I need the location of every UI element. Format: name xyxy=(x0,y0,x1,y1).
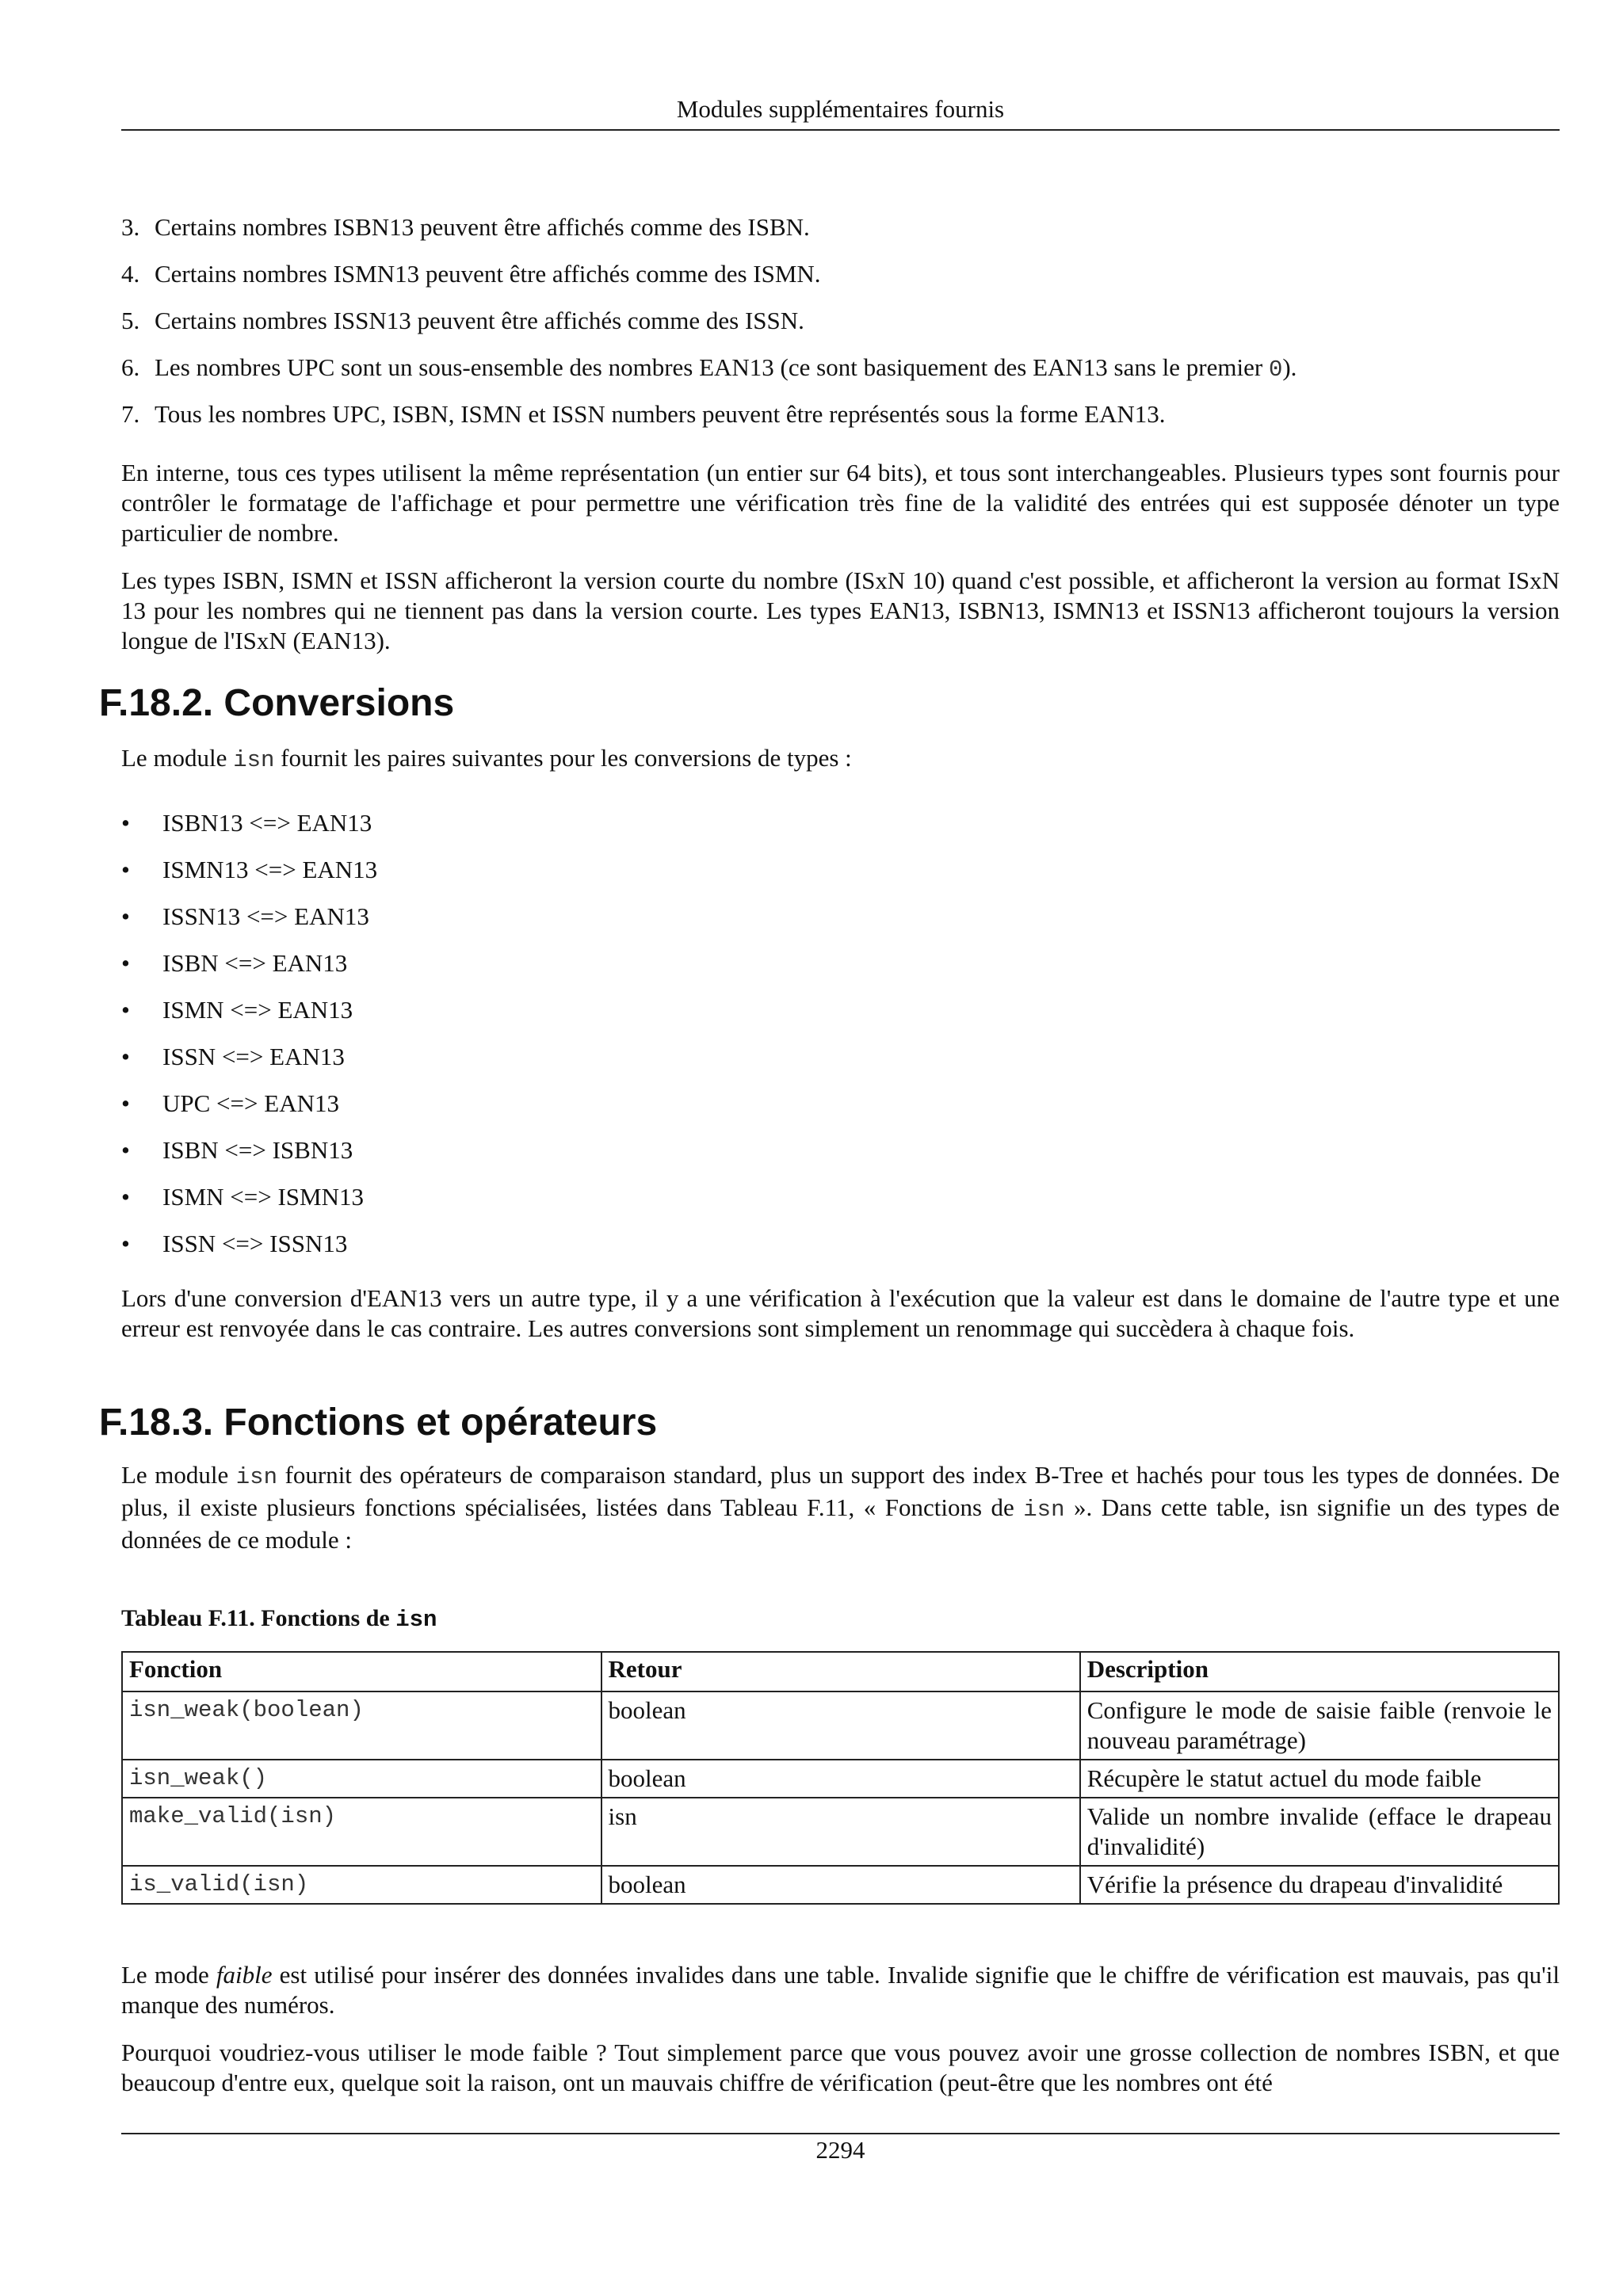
list-item: • UPC <=> EAN13 xyxy=(121,1089,339,1117)
numbered-list xyxy=(121,212,1560,446)
list-number: 3. xyxy=(121,213,140,241)
list-item: • ISBN <=> EAN13 xyxy=(121,949,348,977)
page-number: 2294 xyxy=(815,2136,865,2164)
column-header: Description xyxy=(1080,1652,1559,1691)
list-item-text: Certains nombres ISBN13 peuvent être affichés comme des ISBN. xyxy=(155,213,810,241)
list-item xyxy=(121,306,1560,353)
function-cell: isn_weak() xyxy=(122,1760,601,1798)
paragraph-types: Les types ISBN, ISMN et ISSN afficheront la version courte du nombre (ISxN 10) quand c'est possible, et afficheront la version au format ISxN 13 pour les nombres qui ne tiennent pas dans la version courte. Les types EAN13, ISBN13, ISMN13 et ISSN13 afficheront toujours la version longue de l'ISxN (EAN13). xyxy=(121,566,1560,654)
list-item xyxy=(121,259,1560,306)
bullet-icon: • xyxy=(121,1043,130,1070)
list-item: • ISSN <=> EAN13 xyxy=(121,1043,345,1070)
conversion-list xyxy=(121,808,377,1276)
list-item: • ISSN13 <=> EAN13 xyxy=(121,902,369,930)
table-caption: Tableau F.11. Fonctions de isn xyxy=(121,1605,437,1633)
paragraph-weak-mode: Le mode faible est utilisé pour insérer des données invalides dans une table. Invalide signifie que le chiffre de vérification est mauvais, pas qu'il manque des numéros. xyxy=(121,1961,1560,2019)
list-item xyxy=(121,353,1560,399)
list-number: 5. xyxy=(121,307,140,334)
list-item-text: Les nombres UPC sont un sous-ensemble des nombres EAN13 (ce sont basiquement des EAN13 sans le premier xyxy=(155,353,1269,381)
bullet-icon: • xyxy=(121,856,130,883)
inline-code: isn xyxy=(395,1607,437,1633)
list-item: • ISBN13 <=> EAN13 xyxy=(121,809,372,837)
inline-code: isn xyxy=(1023,1497,1065,1523)
list-number: 7. xyxy=(121,400,140,428)
return-cell: boolean xyxy=(601,1866,1080,1904)
list-item-text: Certains nombres ISSN13 peuvent être affichés comme des ISSN. xyxy=(155,307,804,334)
list-item-text: ). xyxy=(1282,353,1297,381)
list-number: 4. xyxy=(121,260,140,288)
bullet-icon: • xyxy=(121,1230,130,1257)
list-number: 6. xyxy=(121,353,140,381)
functions-table xyxy=(121,1651,1560,1905)
list-item: • ISMN13 <=> EAN13 xyxy=(121,856,378,883)
return-cell: boolean xyxy=(601,1760,1080,1798)
list-item-text: Certains nombres ISMN13 peuvent être affichés comme des ISMN. xyxy=(155,260,821,288)
description-cell: Vérifie la présence du drapeau d'invalidité xyxy=(1080,1866,1559,1904)
description-cell: Récupère le statut actuel du mode faible xyxy=(1080,1760,1559,1798)
bullet-icon: • xyxy=(121,809,130,837)
function-cell: make_valid(isn) xyxy=(122,1798,601,1866)
paragraph-conversions-outro: Lors d'une conversion d'EAN13 vers un autre type, il y a une vérification à l'exécution que la valeur est dans le domaine de l'autre type et une erreur est renvoyée dans le cas contraire. Les autres conversions sont simplement un renommage qui succèdera à chaque fois. xyxy=(121,1284,1560,1342)
return-cell: boolean xyxy=(601,1691,1080,1760)
list-item: • ISMN <=> ISMN13 xyxy=(121,1183,364,1211)
bullet-icon: • xyxy=(121,1136,130,1164)
return-cell: isn xyxy=(601,1798,1080,1866)
column-header: Fonction xyxy=(122,1652,601,1691)
table-row xyxy=(122,1691,1559,1760)
function-cell: isn_weak(boolean) xyxy=(122,1691,601,1760)
paragraph-why: Pourquoi voudriez-vous utiliser le mode faible ? Tout simplement parce que vous pouvez avoir une grosse collection de nombres ISBN, et que beaucoup d'entre eux, quelque soit la raison, ont un mauvais chiffre de vérification (peut-être que les nombres ont été xyxy=(121,2039,1560,2096)
list-item: • ISBN <=> ISBN13 xyxy=(121,1136,353,1164)
table-header-row xyxy=(122,1652,1559,1691)
paragraph-conversions-intro: Le module isn fournit les paires suivantes pour les conversions de types : xyxy=(121,744,852,773)
table-row xyxy=(122,1798,1559,1866)
inline-code: 0 xyxy=(1268,357,1283,383)
list-item xyxy=(121,212,1560,259)
bullet-icon: • xyxy=(121,1089,130,1117)
section-title-functions: F.18.3. Fonctions et opérateurs xyxy=(99,1402,658,1444)
paragraph-functions-intro: Le module isn fournit des opérateurs de comparaison standard, plus un support des index B-Tree et hachés pour tous les types de données. De plus, il existe plusieurs fonctions spécialisées, listées dans Tableau F.11, « Fonctions de isn ». Dans cette table, isn signifie un des types de données de ce module : xyxy=(121,1461,1560,1554)
header-rule xyxy=(121,129,1560,131)
section-title-conversions: F.18.2. Conversions xyxy=(99,682,455,724)
bullet-icon: • xyxy=(121,902,130,930)
list-item: • ISSN <=> ISSN13 xyxy=(121,1230,348,1257)
bullet-icon: • xyxy=(121,996,130,1024)
description-cell: Valide un nombre invalide (efface le drapeau d'invalidité) xyxy=(1080,1798,1559,1866)
inline-code: isn xyxy=(235,1464,277,1490)
paragraph-internal: En interne, tous ces types utilisent la même représentation (un entier sur 64 bits), et tous sont interchangeables. Plusieurs types sont fournis pour contrôler le formatage de l'affichage et pour permettre une vérification très fine de la validité des entrées qui est supposée dénoter un type particulier de nombre. xyxy=(121,459,1560,547)
bullet-icon: • xyxy=(121,949,130,977)
table-row xyxy=(122,1866,1559,1904)
bullet-icon: • xyxy=(121,1183,130,1211)
emphasis: faible xyxy=(216,1961,273,1989)
running-header: Modules supplémentaires fournis xyxy=(676,95,1005,123)
description-cell: Configure le mode de saisie faible (renvoie le nouveau paramétrage) xyxy=(1080,1691,1559,1760)
list-item-text: Tous les nombres UPC, ISBN, ISMN et ISSN numbers peuvent être représentés sous la forme EAN13. xyxy=(155,400,1166,428)
list-item: • ISMN <=> EAN13 xyxy=(121,996,353,1024)
inline-code: isn xyxy=(233,747,275,773)
function-cell: is_valid(isn) xyxy=(122,1866,601,1904)
table-row xyxy=(122,1760,1559,1798)
column-header: Retour xyxy=(601,1652,1080,1691)
list-item xyxy=(121,399,1560,446)
